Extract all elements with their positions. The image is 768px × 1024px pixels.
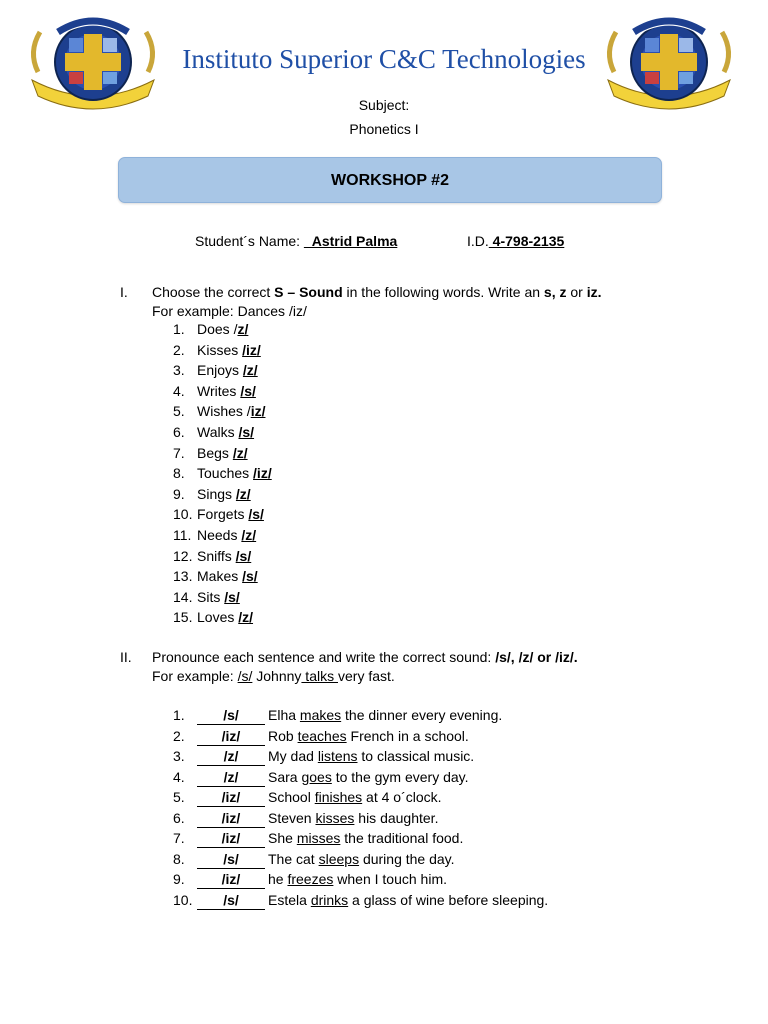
instruction-text: Choose the correct	[152, 284, 275, 300]
student-id-value: 4-798-2135	[488, 233, 565, 249]
word-text: Forgets	[197, 506, 249, 523]
item-number: 6.	[173, 424, 185, 440]
item-number: 1.	[173, 321, 185, 337]
answer: /z/	[241, 527, 257, 543]
answer: /z/	[235, 485, 251, 502]
instruction-text: in the following words. Write an	[342, 284, 544, 300]
sentence-end: during the day.	[359, 850, 455, 867]
word-text: Loves	[197, 609, 239, 626]
example-answer: /s/	[237, 668, 253, 684]
sentence-verb: misses	[296, 830, 341, 846]
answer-blank	[197, 871, 265, 889]
sentence-verb: finishes	[314, 789, 363, 805]
item-number: 4.	[173, 768, 185, 785]
item-word	[197, 321, 248, 337]
student-id-label: I.D.	[467, 233, 489, 249]
instruction-bold: /s/, /z/ or /iz/.	[495, 649, 578, 665]
item-number: 10.	[173, 506, 193, 523]
sentence	[268, 830, 463, 846]
instruction-text: or	[566, 284, 587, 300]
student-name-value: _Astrid Palma	[303, 233, 398, 249]
word-text: Wishes /	[197, 403, 251, 420]
word-text: Touches	[197, 465, 254, 482]
item-word	[197, 548, 251, 564]
sentence-verb: listens	[317, 748, 358, 764]
item-number: 2.	[173, 341, 185, 358]
sentence-verb: goes	[301, 768, 332, 785]
answer: /z/	[223, 768, 239, 785]
answer: /iz/	[221, 830, 241, 846]
item-number: 10.	[173, 891, 193, 908]
student-name-row	[195, 233, 397, 249]
answer-blank	[197, 851, 265, 869]
student-name-label: Student´s Name:	[195, 233, 304, 249]
answer: /z/	[223, 748, 239, 764]
item-number: 15.	[173, 609, 193, 626]
answer: /s/	[238, 424, 255, 440]
page-title: Instituto Superior C&C Technologies	[182, 44, 586, 74]
word-text: Writes	[197, 382, 241, 399]
sentence-start: Elha	[268, 707, 300, 723]
sentence-start: Rob	[268, 727, 298, 744]
word-text: Enjoys	[197, 362, 243, 379]
sentence-start: Estela	[268, 891, 311, 908]
answer-blank	[197, 728, 265, 746]
answer: /s/	[223, 850, 239, 867]
item-word	[197, 342, 261, 358]
section2-instruction	[152, 649, 578, 665]
word-text: Sniffs	[197, 547, 236, 564]
item-word	[197, 568, 258, 584]
answer-blank	[197, 789, 265, 807]
sentence-end: when I touch him.	[333, 871, 448, 887]
item-number: 14.	[173, 588, 193, 605]
item-word	[197, 445, 248, 461]
answer: /s/	[248, 506, 264, 523]
word-text: Does /	[197, 321, 238, 337]
sentence-end: a glass of wine before sleeping.	[348, 891, 549, 908]
item-number: 7.	[173, 830, 185, 846]
answer: /iz/	[221, 727, 241, 744]
answer: /iz/	[221, 809, 241, 826]
example-text: Johnny	[252, 668, 302, 684]
word-text: Walks	[197, 424, 239, 440]
item-number: 8.	[173, 850, 185, 867]
item-number: 9.	[173, 485, 185, 502]
instruction-bold: s, z	[543, 284, 567, 300]
item-word	[197, 527, 256, 543]
sentence	[268, 769, 469, 785]
answer: /s/	[224, 588, 240, 605]
sentence-start: Steven	[268, 809, 316, 826]
instruction-bold: iz.	[586, 284, 602, 300]
item-number: 12.	[173, 547, 193, 564]
word-text: Sings	[197, 485, 236, 502]
sentence	[268, 871, 447, 887]
answer: /s/	[223, 707, 239, 723]
section1-number: I.	[120, 284, 128, 300]
section2-example	[152, 668, 395, 684]
sentence-end: the traditional food.	[340, 830, 464, 846]
answer: /iz/	[221, 871, 241, 887]
word-text: Kisses	[197, 341, 243, 358]
answer-blank	[197, 769, 265, 787]
answer-blank	[197, 830, 265, 848]
instruction-bold: S – Sound	[274, 284, 343, 300]
sentence	[268, 892, 548, 908]
answer: /z/	[238, 609, 254, 626]
sentence-start: School	[268, 789, 315, 805]
example-label: For example:	[152, 668, 238, 684]
workshop-title: WORKSHOP #2	[331, 172, 449, 189]
sentence-end: at 4 o´clock.	[362, 789, 442, 805]
sentence-verb: sleeps	[318, 850, 360, 867]
sentence-verb: drinks	[310, 891, 349, 908]
item-word	[197, 609, 253, 625]
sentence	[268, 810, 438, 826]
sentence-verb: makes	[299, 707, 342, 723]
sentence-end: French in a school.	[346, 727, 469, 744]
item-number: 3.	[173, 748, 185, 764]
answer: /z/	[242, 362, 258, 379]
word-text: Makes	[197, 568, 243, 585]
item-word	[197, 383, 256, 399]
item-word	[197, 506, 264, 522]
sentence-start: My dad	[268, 748, 318, 764]
answer: /iz/	[242, 341, 261, 358]
item-number: 5.	[173, 403, 185, 420]
item-word	[197, 486, 251, 502]
answer: /s/	[240, 382, 256, 399]
sentence-start: Sara	[268, 768, 302, 785]
example-verb: talks	[301, 668, 338, 684]
item-number: 5.	[173, 789, 185, 805]
item-number: 6.	[173, 809, 185, 826]
sentence-end: his daughter.	[354, 809, 439, 826]
section1-instruction	[152, 284, 602, 300]
answer: /s/	[235, 547, 252, 564]
section2-number: II.	[120, 649, 132, 665]
answer-blank	[197, 892, 265, 910]
answer: /s/	[223, 891, 239, 908]
item-number: 4.	[173, 382, 185, 399]
answer: iz/	[250, 403, 266, 420]
sentence-start: he	[268, 871, 288, 887]
item-word	[197, 465, 272, 481]
item-number: 1.	[173, 707, 185, 723]
sentence	[268, 728, 469, 744]
word-text: Sits	[197, 588, 225, 605]
item-number: 9.	[173, 871, 185, 887]
item-number: 3.	[173, 362, 185, 379]
sentence	[268, 748, 474, 764]
instruction-text: Pronounce each sentence and write the correct sound:	[152, 649, 496, 665]
item-number: 13.	[173, 568, 193, 585]
example-text: very fast.	[338, 668, 395, 684]
item-word	[197, 403, 265, 419]
sentence-verb: freezes	[287, 871, 334, 887]
sentence	[268, 707, 502, 723]
answer: /iz/	[253, 465, 272, 482]
sentence-end: the dinner every evening.	[341, 707, 503, 723]
subject-label: Subject:	[358, 97, 410, 113]
sentence	[268, 789, 442, 805]
answer: /s/	[242, 568, 258, 585]
item-word	[197, 589, 240, 605]
word-text: Needs	[197, 527, 242, 543]
item-number: 2.	[173, 727, 185, 744]
answer-blank	[197, 748, 265, 766]
answer-blank	[197, 707, 265, 725]
section1-example: For example: Dances /iz/	[152, 303, 307, 319]
item-number: 7.	[173, 444, 185, 461]
answer: /z/	[232, 444, 248, 461]
student-id-row	[467, 233, 564, 249]
item-word	[197, 424, 254, 440]
answer-blank	[197, 810, 265, 828]
answer: z/	[237, 321, 249, 337]
sentence-verb: teaches	[297, 727, 347, 744]
sentence-end: to classical music.	[357, 748, 475, 764]
item-word	[197, 362, 258, 378]
sentence-start: The cat	[268, 850, 319, 867]
item-number: 11.	[173, 527, 192, 543]
item-number: 8.	[173, 465, 185, 482]
sentence	[268, 851, 455, 867]
word-text: Begs	[197, 444, 233, 461]
sentence-start: She	[268, 830, 297, 846]
subject-value: Phonetics I	[349, 121, 419, 137]
sentence-end: to the gym every day.	[331, 768, 469, 785]
workshop-banner	[118, 157, 662, 203]
answer: /iz/	[221, 789, 241, 805]
sentence-verb: kisses	[315, 809, 355, 826]
